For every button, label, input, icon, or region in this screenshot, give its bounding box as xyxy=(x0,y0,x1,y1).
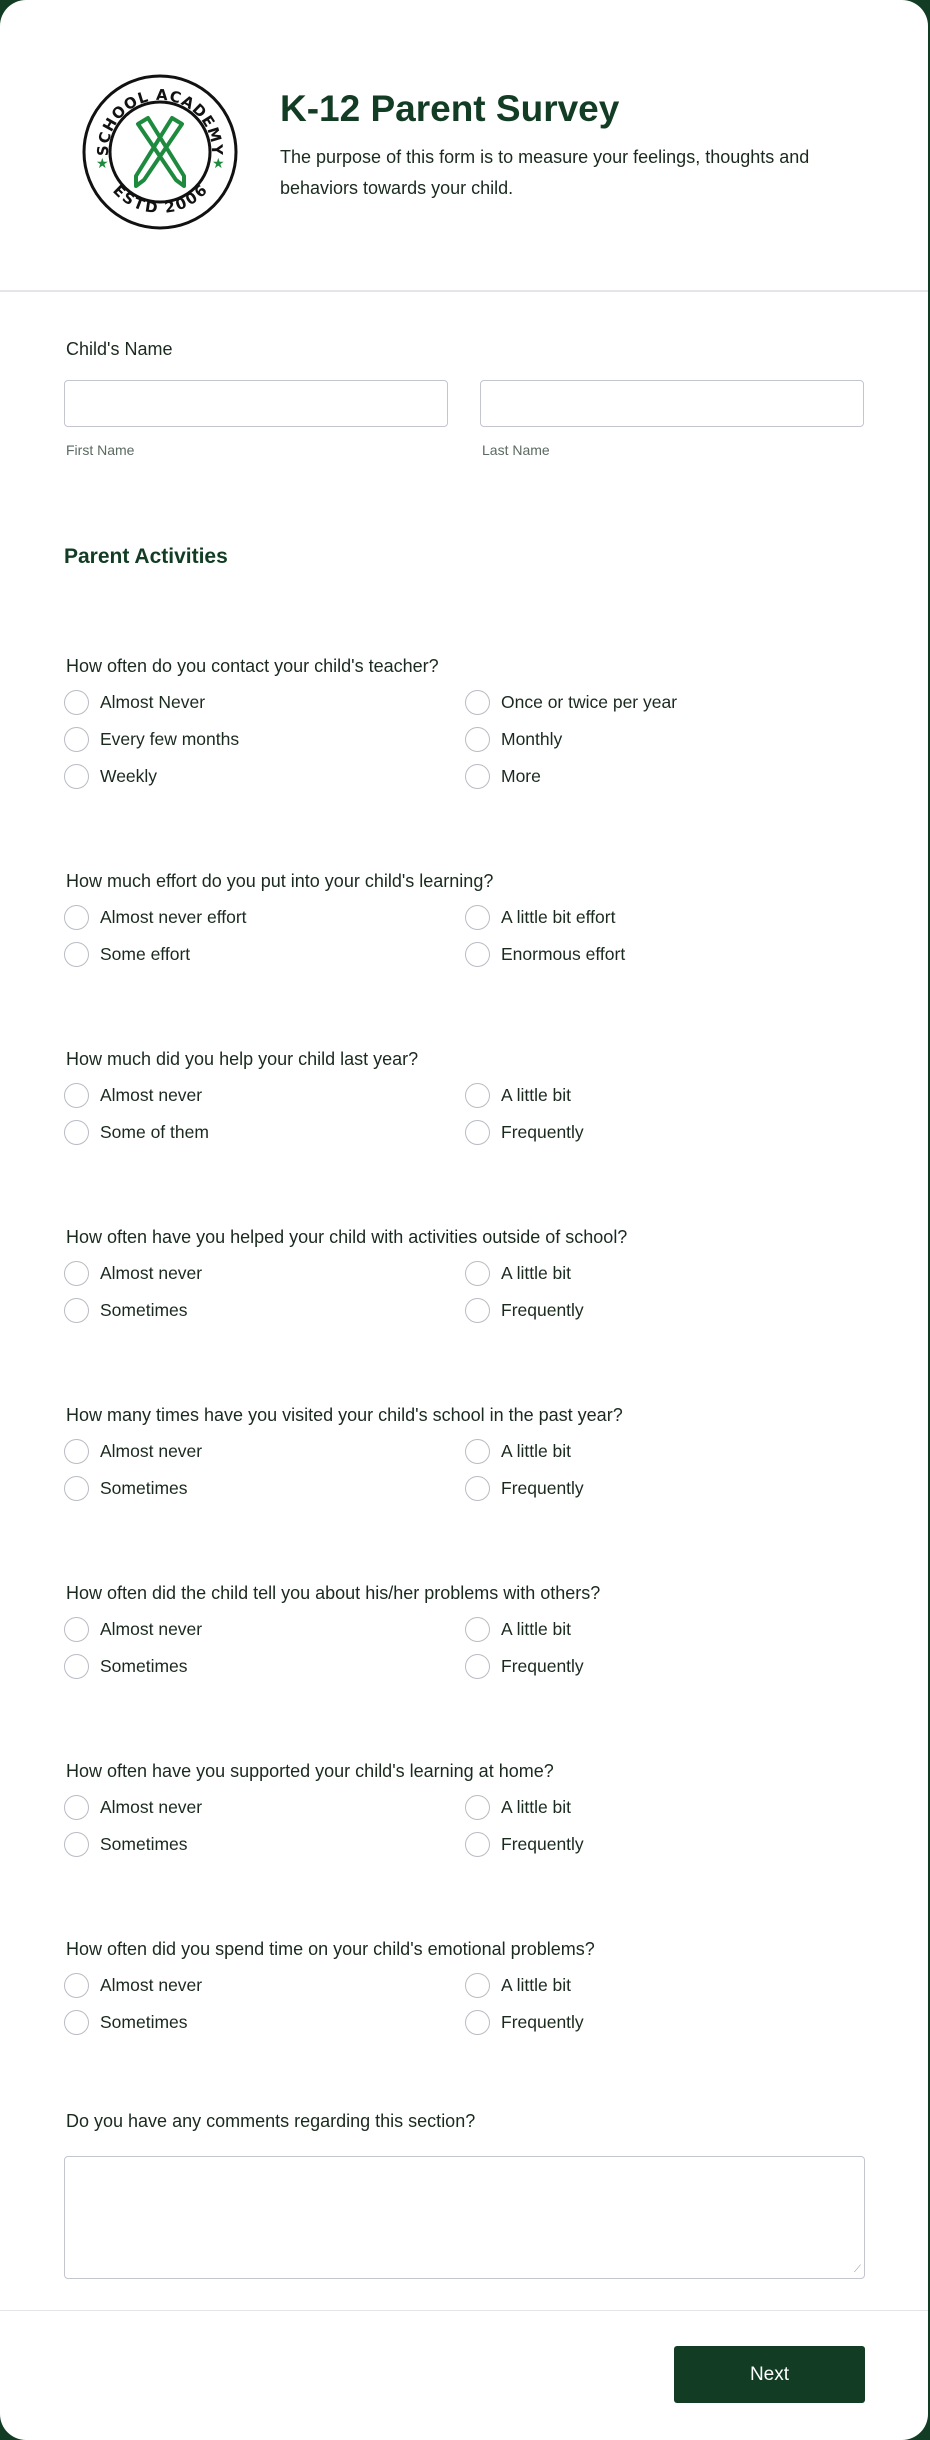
radio-option[interactable] xyxy=(465,936,866,973)
question-label: How often did you spend time on your child's emotional problems? xyxy=(66,1939,595,1959)
radio-option[interactable] xyxy=(465,1433,866,1470)
question-8 xyxy=(64,1935,866,2041)
radio-option-label: Almost never effort xyxy=(100,907,247,927)
radio-button[interactable] xyxy=(64,1439,89,1464)
radio-button[interactable] xyxy=(64,727,89,752)
radio-option-label: Almost never xyxy=(100,1263,203,1283)
radio-option-label: Some effort xyxy=(100,944,191,964)
radio-button[interactable] xyxy=(465,1654,490,1679)
radio-option-label: Almost never xyxy=(100,1619,203,1639)
radio-option-label: A little bit xyxy=(501,1797,572,1817)
radio-option[interactable] xyxy=(64,684,465,721)
radio-button[interactable] xyxy=(465,942,490,967)
radio-option[interactable] xyxy=(64,899,465,936)
radio-option[interactable] xyxy=(64,1470,465,1507)
radio-button[interactable] xyxy=(64,2010,89,2035)
radio-option-label: Monthly xyxy=(501,729,563,749)
radio-option[interactable] xyxy=(64,758,465,795)
comments-textarea[interactable] xyxy=(64,2156,865,2279)
radio-button[interactable] xyxy=(64,690,89,715)
radio-option[interactable] xyxy=(64,1648,465,1685)
radio-button[interactable] xyxy=(465,1120,490,1145)
radio-option-label: Sometimes xyxy=(100,2012,188,2032)
radio-option-label: Frequently xyxy=(501,1834,584,1854)
radio-group xyxy=(64,1255,866,1329)
radio-option-label: Almost never xyxy=(100,1085,203,1105)
radio-button[interactable] xyxy=(465,905,490,930)
radio-option[interactable] xyxy=(465,1648,866,1685)
radio-option[interactable] xyxy=(465,899,866,936)
radio-button[interactable] xyxy=(64,1476,89,1501)
question-label: How often have you supported your child's learning at home? xyxy=(66,1761,554,1781)
radio-button[interactable] xyxy=(465,1298,490,1323)
radio-option[interactable] xyxy=(465,1611,866,1648)
radio-option-label: A little bit xyxy=(501,1441,572,1461)
radio-option-label: A little bit xyxy=(501,1085,572,1105)
radio-button[interactable] xyxy=(465,1083,490,1108)
radio-group xyxy=(64,1789,866,1863)
radio-option-label: Once or twice per year xyxy=(501,692,678,712)
svg-text:★: ★ xyxy=(212,155,225,171)
radio-option-label: Sometimes xyxy=(100,1300,188,1320)
radio-option[interactable] xyxy=(64,936,465,973)
radio-button[interactable] xyxy=(64,1617,89,1642)
form-description: The purpose of this form is to measure your feelings, thoughts and behaviors towards your child. xyxy=(280,147,810,198)
radio-button[interactable] xyxy=(465,2010,490,2035)
radio-option-label: A little bit xyxy=(501,1263,572,1283)
question-7 xyxy=(64,1757,866,1863)
section-title: Parent Activities xyxy=(64,545,228,568)
radio-group xyxy=(64,1611,866,1685)
question-label: How many times have you visited your child's school in the past year? xyxy=(66,1405,623,1425)
radio-option[interactable] xyxy=(465,1826,866,1863)
footer-divider xyxy=(0,2310,928,2311)
radio-option[interactable] xyxy=(64,1292,465,1329)
radio-option[interactable] xyxy=(465,2004,866,2041)
form-title: K-12 Parent Survey xyxy=(280,88,620,129)
radio-option[interactable] xyxy=(64,1789,465,1826)
question-6 xyxy=(64,1579,866,1685)
radio-option[interactable] xyxy=(465,684,866,721)
radio-button[interactable] xyxy=(64,905,89,930)
question-label: How much did you help your child last year? xyxy=(66,1049,419,1069)
radio-option-label: A little bit xyxy=(501,1619,572,1639)
last-name-sublabel: Last Name xyxy=(482,442,550,458)
childs-name-label: Child's Name xyxy=(66,339,173,359)
radio-option-label: Sometimes xyxy=(100,1656,188,1676)
radio-option-label: Weekly xyxy=(100,766,158,786)
radio-group xyxy=(64,1967,866,2041)
radio-button[interactable] xyxy=(64,1261,89,1286)
radio-button[interactable] xyxy=(64,1083,89,1108)
radio-option-label: A little bit effort xyxy=(501,907,616,927)
radio-option-label: Sometimes xyxy=(100,1834,188,1854)
radio-button[interactable] xyxy=(465,1795,490,1820)
radio-group xyxy=(64,684,866,795)
radio-option-label: Every few months xyxy=(100,729,240,749)
radio-button[interactable] xyxy=(64,1795,89,1820)
radio-button[interactable] xyxy=(64,1832,89,1857)
radio-option[interactable] xyxy=(64,1611,465,1648)
radio-option-label: Sometimes xyxy=(100,1478,188,1498)
radio-option[interactable] xyxy=(465,1114,866,1151)
question-label: How often did the child tell you about his/her problems with others? xyxy=(66,1583,601,1603)
radio-button[interactable] xyxy=(64,764,89,789)
radio-option[interactable] xyxy=(465,1470,866,1507)
radio-option[interactable] xyxy=(64,1077,465,1114)
radio-group xyxy=(64,899,866,973)
radio-option-label: More xyxy=(501,766,541,786)
radio-option[interactable] xyxy=(64,1967,465,2004)
radio-option-label: Some of them xyxy=(100,1122,209,1142)
svg-text:★: ★ xyxy=(96,155,109,171)
radio-button[interactable] xyxy=(64,1120,89,1145)
comments-label: Do you have any comments regarding this section? xyxy=(66,2111,476,2131)
radio-option[interactable] xyxy=(64,721,465,758)
radio-option[interactable] xyxy=(64,1114,465,1151)
radio-option-label: Almost never xyxy=(100,1975,203,1995)
question-label: How often have you helped your child with activities outside of school? xyxy=(66,1227,628,1247)
radio-option-label: Almost never xyxy=(100,1441,203,1461)
radio-option[interactable] xyxy=(465,1077,866,1114)
radio-button[interactable] xyxy=(64,1973,89,1998)
radio-option-label: Frequently xyxy=(501,1300,584,1320)
radio-button[interactable] xyxy=(64,1298,89,1323)
radio-button[interactable] xyxy=(465,690,490,715)
radio-button[interactable] xyxy=(465,1973,490,1998)
radio-option[interactable] xyxy=(465,721,866,758)
radio-group xyxy=(64,1433,866,1507)
radio-button[interactable] xyxy=(465,1832,490,1857)
radio-button[interactable] xyxy=(465,1476,490,1501)
question-5 xyxy=(64,1401,866,1507)
next-button[interactable]: Next xyxy=(674,2346,865,2403)
question-4 xyxy=(64,1223,866,1329)
resize-grip-icon[interactable]: ⟋ xyxy=(854,2264,861,2275)
radio-option[interactable] xyxy=(465,1292,866,1329)
radio-option-label: Frequently xyxy=(501,2012,584,2032)
radio-button[interactable] xyxy=(465,1261,490,1286)
radio-option[interactable] xyxy=(64,1433,465,1470)
last-name-input[interactable] xyxy=(480,380,864,427)
radio-option-label: Enormous effort xyxy=(501,944,626,964)
radio-option-label: A little bit xyxy=(501,1975,572,1995)
radio-option-label: Almost never xyxy=(100,1797,203,1817)
radio-option[interactable] xyxy=(64,2004,465,2041)
radio-option[interactable] xyxy=(64,1255,465,1292)
questions-list xyxy=(64,652,866,2113)
radio-option-label: Frequently xyxy=(501,1478,584,1498)
radio-button[interactable] xyxy=(64,1654,89,1679)
question-label: How much effort do you put into your child's learning? xyxy=(66,871,494,891)
radio-button[interactable] xyxy=(465,727,490,752)
radio-option-label: Frequently xyxy=(501,1656,584,1676)
first-name-input[interactable] xyxy=(64,380,448,427)
form-header xyxy=(0,0,928,292)
radio-option[interactable] xyxy=(465,1789,866,1826)
radio-option-label: Almost Never xyxy=(100,692,206,712)
question-1 xyxy=(64,652,866,795)
first-name-sublabel: First Name xyxy=(66,442,135,458)
radio-button[interactable] xyxy=(465,1617,490,1642)
school-academy-logo xyxy=(80,72,240,232)
radio-button[interactable] xyxy=(465,1439,490,1464)
radio-group xyxy=(64,1077,866,1151)
question-2 xyxy=(64,867,866,973)
svg-text:SCHOOL ACADEMY: SCHOOL ACADEMY xyxy=(93,85,227,157)
question-3 xyxy=(64,1045,866,1151)
radio-option-label: Frequently xyxy=(501,1122,584,1142)
radio-button[interactable] xyxy=(465,764,490,789)
radio-button[interactable] xyxy=(64,942,89,967)
radio-option[interactable] xyxy=(465,1255,866,1292)
svg-text:ESTD 2006: ESTD 2006 xyxy=(109,181,211,218)
radio-option[interactable] xyxy=(64,1826,465,1863)
radio-option[interactable] xyxy=(465,758,866,795)
radio-option[interactable] xyxy=(465,1967,866,2004)
question-label: How often do you contact your child's teacher? xyxy=(66,656,439,676)
